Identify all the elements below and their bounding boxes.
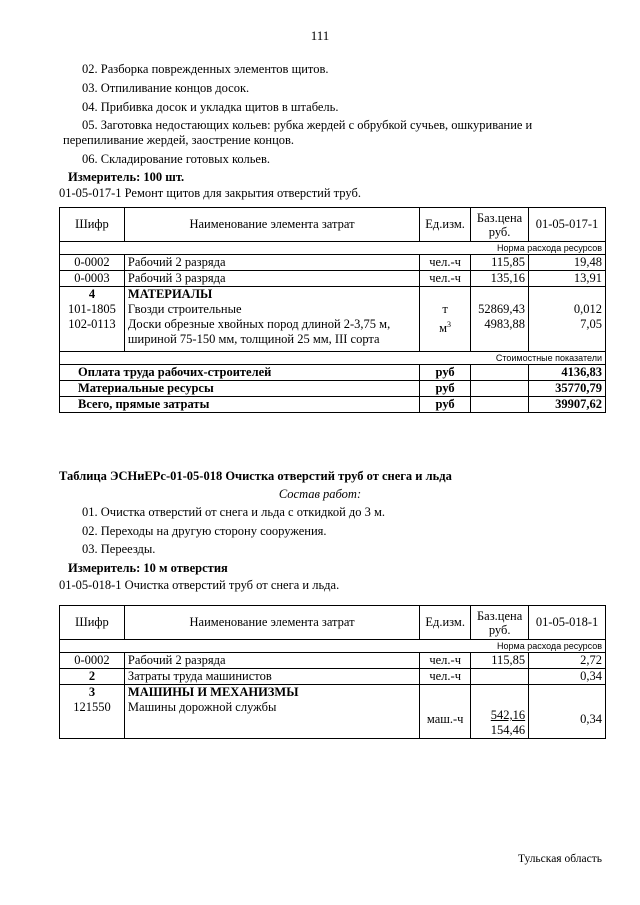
table-row-value: 2,72: [529, 653, 606, 669]
work-item: 03. Отпиливание концов досок.: [82, 81, 250, 95]
total-unit: руб: [420, 397, 471, 413]
table-2-title: Таблица ЭСНиЕРс-01-05-018 Очистка отверстий труб от снега и льда: [59, 469, 452, 483]
table-row-unit: т: [420, 302, 471, 317]
total-unit: руб: [420, 365, 471, 381]
table-row-value: 0,34: [529, 669, 606, 685]
table-row-value: 7,05: [529, 317, 606, 352]
work-item: 06. Складирование готовых кольев.: [82, 152, 270, 166]
col-shifr: Шифр: [60, 208, 125, 242]
table-row-value: 19,48: [529, 255, 606, 271]
resource-table-1: [59, 207, 606, 413]
col-code: 01-05-018-1: [529, 606, 606, 640]
table-row-name: Затраты труда машинистов: [124, 669, 419, 685]
resource-table-2: [59, 605, 606, 739]
sostav-heading: Состав работ:: [278, 487, 362, 501]
table-row-price: 542,16 154,46: [471, 700, 529, 739]
col-unit: Ед.изм.: [420, 606, 471, 640]
work-item: 01. Очистка отверстий от снега и льда с откидкой до 3 м.: [82, 505, 386, 519]
table-row-unit: чел.-ч: [420, 271, 471, 287]
total-name: Всего, прямые затраты: [60, 397, 420, 413]
table-row-shifr: 102-0113: [60, 317, 125, 352]
table-row-name: Доски обрезные хвойных пород длиной 2-3,75 м, шириной 75-150 мм, толщиной 25 мм, III сорта: [124, 317, 419, 352]
table-row-price: 115,85: [471, 653, 529, 669]
norm-label: Норма расхода ресурсов: [60, 242, 606, 255]
table-row-shifr: 0-0002: [60, 653, 125, 669]
table-row-price: 52869,43: [471, 302, 529, 317]
total-name: Оплата труда рабочих-строителей: [60, 365, 420, 381]
table-row-shifr: 101-1805: [60, 302, 125, 317]
col-name: Наименование элемента затрат: [124, 606, 419, 640]
table-row-value: 0,34: [529, 700, 606, 739]
section-number: 4: [60, 287, 125, 303]
norm-label: Норма расхода ресурсов: [60, 640, 606, 653]
table-row-unit: маш.-ч: [420, 700, 471, 739]
col-shifr: Шифр: [60, 606, 125, 640]
code-2-title: 01-05-018-1 Очистка отверстий труб от снега и льда.: [59, 578, 340, 592]
table-row-shifr: 0-0002: [60, 255, 125, 271]
table-row-name: Рабочий 2 разряда: [124, 255, 419, 271]
work-item-continued: перепиливание жердей, заострение концов.: [63, 133, 295, 147]
col-price: Баз.цена руб.: [471, 606, 529, 640]
work-item: 02. Переходы на другую сторону сооружения.: [82, 524, 327, 538]
table-row-shifr: 0-0003: [60, 271, 125, 287]
page-number: 111: [310, 28, 330, 43]
table-row-name: Машины дорожной службы: [124, 700, 419, 739]
table-row-name: Рабочий 2 разряда: [124, 653, 419, 669]
total-name: Материальные ресурсы: [60, 381, 420, 397]
work-item: 04. Прибивка досок и укладка щитов в штабель.: [82, 100, 339, 114]
work-item: 03. Переезды.: [82, 542, 156, 556]
col-unit: Ед.изм.: [420, 208, 471, 242]
col-code: 01-05-017-1: [529, 208, 606, 242]
table-row-shifr: 2: [60, 669, 125, 685]
table-row-unit: чел.-ч: [420, 669, 471, 685]
code-1-title: 01-05-017-1 Ремонт щитов для закрытия отверстий труб.: [59, 186, 361, 200]
table-row-value: 13,91: [529, 271, 606, 287]
section-title: МАТЕРИАЛЫ: [124, 287, 419, 303]
total-value: 4136,83: [529, 365, 606, 381]
cost-label: Стоимостные показатели: [60, 352, 606, 365]
table-row-unit: $м^3$: [420, 317, 471, 352]
work-item: 05. Заготовка недостающих кольев: рубка жердей с обрубкой сучьев, ошкуривание и: [82, 118, 533, 132]
section-number: 3: [60, 685, 125, 701]
table-row-name: Гвозди строительные: [124, 302, 419, 317]
total-unit: руб: [420, 381, 471, 397]
section-title: МАШИНЫ И МЕХАНИЗМЫ: [124, 685, 419, 701]
total-value: 35770,79: [529, 381, 606, 397]
total-value: 39907,62: [529, 397, 606, 413]
table-row-name: Рабочий 3 разряда: [124, 271, 419, 287]
table-row-price: 4983,88: [471, 317, 529, 352]
work-item: 02. Разборка поврежденных элементов щитов.: [82, 62, 329, 76]
table-row-value: 0,012: [529, 302, 606, 317]
meter-2: Измеритель: 10 м отверстия: [68, 561, 228, 575]
table-row-unit: чел.-ч: [420, 255, 471, 271]
table-row-price: 135,16: [471, 271, 529, 287]
table-row-unit: чел.-ч: [420, 653, 471, 669]
col-name: Наименование элемента затрат: [124, 208, 419, 242]
table-row-shifr: 121550: [60, 700, 125, 739]
col-price: Баз.цена руб.: [471, 208, 529, 242]
footer-region: Тульская область: [518, 853, 602, 865]
table-row-price: 115,85: [471, 255, 529, 271]
meter-1: Измеритель: 100 шт.: [68, 170, 185, 184]
